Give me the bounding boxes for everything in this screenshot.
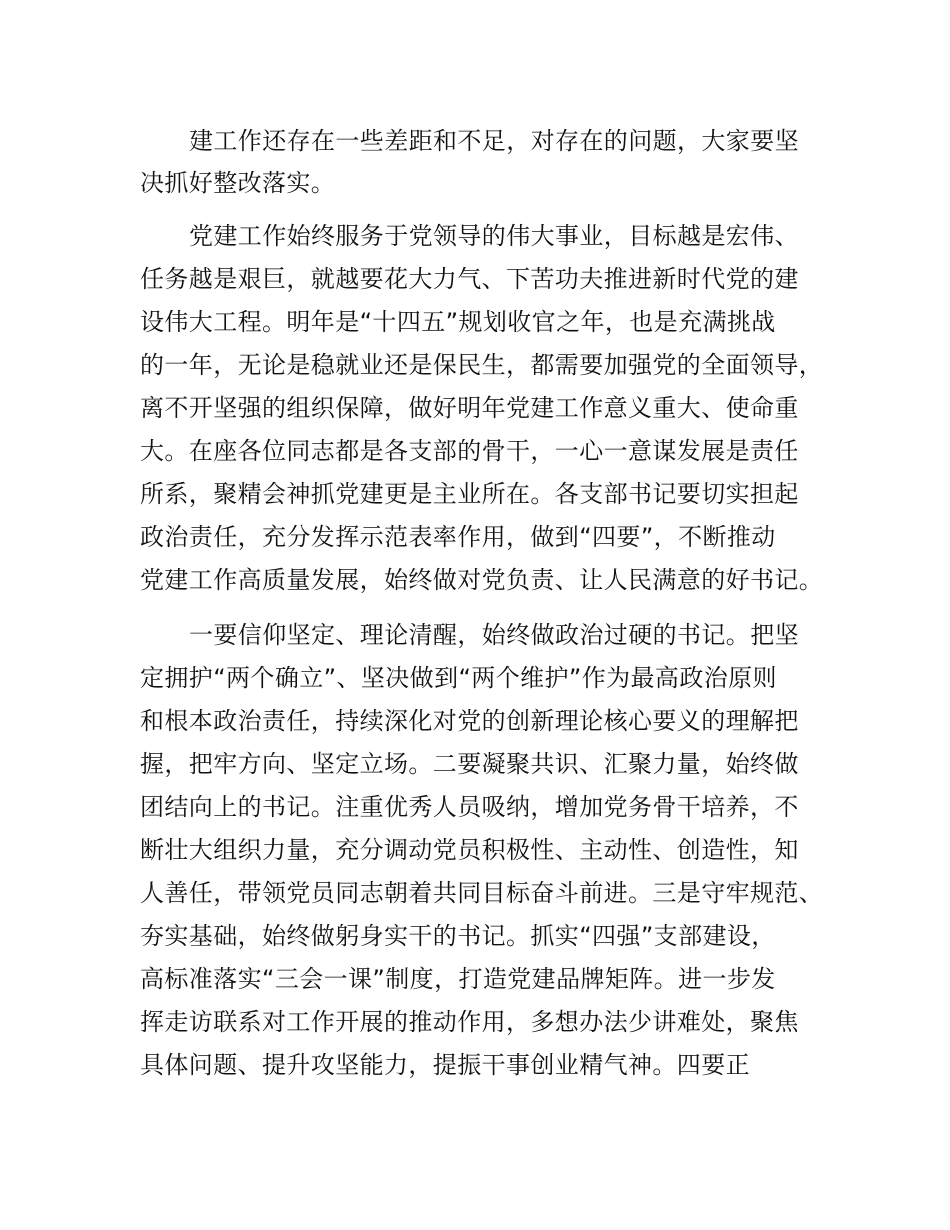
text-line: 具体问题、提升攻坚能力，提振干事创业精气神。四要正 <box>140 1051 750 1079</box>
text-line: 定拥护“两个确立”、坚决做到“两个维护”作为最高政治原则 <box>140 664 777 692</box>
text-line: 一要信仰坚定、理论清醒，始终做政治过硬的书记。把坚 <box>189 621 799 649</box>
text-line: 党建工作高质量发展，始终做对党负责、让人民满意的好书记。 <box>140 566 824 594</box>
text-line: 决抓好整改落实。 <box>140 169 336 197</box>
text-line: 高标准落实“三会一课”制度，打造党建品牌矩阵。进一步发 <box>140 965 776 993</box>
text-line: 党建工作始终服务于党领导的伟大事业，目标越是宏伟、 <box>189 222 799 250</box>
text-line: 设伟大工程。明年是“十四五”规划收官之年，也是充满挑战 <box>140 308 776 336</box>
text-line: 夯实基础，始终做躬身实干的书记。抓实“四强”支部建设， <box>140 922 776 950</box>
text-line: 离不开坚强的组织保障，做好明年党建工作意义重大、使命重 <box>140 394 799 422</box>
text-line: 和根本政治责任，持续深化对党的创新理论核心要义的理解把 <box>140 707 799 735</box>
text-line: 政治责任，充分发挥示范表率作用，做到“四要”，不断推动 <box>140 523 776 551</box>
text-line: 挥走访联系对工作开展的推动作用，多想办法少讲难处，聚焦 <box>140 1008 799 1036</box>
text-line: 握，把牢方向、坚定立场。二要凝聚共识、汇聚力量，始终做 <box>140 750 799 778</box>
text-line: 的一年，无论是稳就业还是保民生，都需要加强党的全面领导， <box>140 351 824 379</box>
text-line: 任务越是艰巨，就越要花大力气、下苦功夫推进新时代党的建 <box>140 265 799 293</box>
text-line: 建工作还存在一些差距和不足，对存在的问题，大家要坚 <box>189 127 799 155</box>
text-line: 人善任，带领党员同志朝着共同目标奋斗前进。三是守牢规范、 <box>140 879 824 907</box>
text-line: 大。在座各位同志都是各支部的骨干，一心一意谋发展是责任 <box>140 437 799 465</box>
text-line: 所系，聚精会神抓党建更是主业所在。各支部书记要切实担起 <box>140 480 799 508</box>
text-line: 团结向上的书记。注重优秀人员吸纳，增加党务骨干培养，不 <box>140 793 799 821</box>
text-line: 断壮大组织力量，充分调动党员积极性、主动性、创造性，知 <box>140 836 799 864</box>
